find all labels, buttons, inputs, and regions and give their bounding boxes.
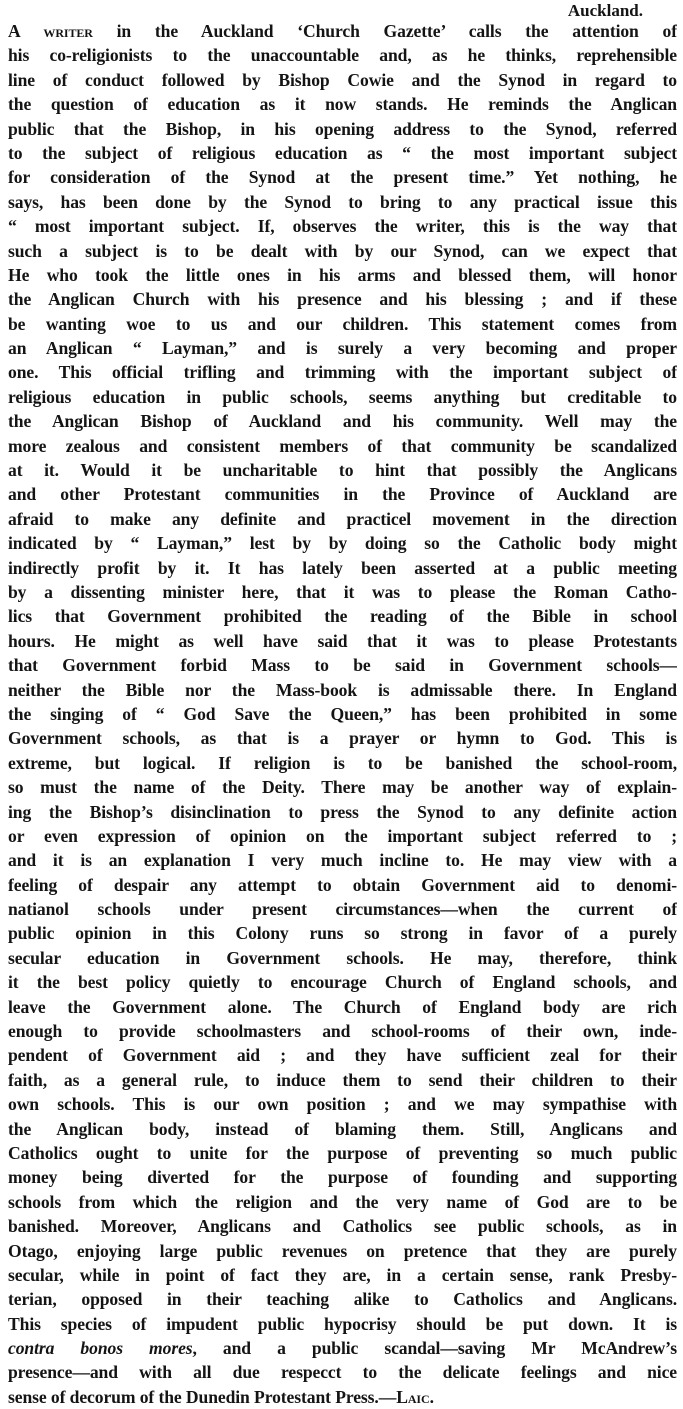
article-line: that Government forbid Mass to be said in Government schools— — [8, 655, 677, 676]
article-line: banished. Moreover, Anglicans and Catholics see public schools, as in — [8, 1216, 677, 1237]
article-line: the Anglican Church with his presence and his blessing ; and if these — [8, 289, 677, 310]
article-line: indicated by “ Layman,” lest by by doing so the Catholic body might — [8, 533, 677, 554]
article-line: own schools. This is our own position ; and we may sympathise with — [8, 1094, 677, 1115]
article-line: the Anglican body, instead of blaming them. Still, Anglicans and — [8, 1118, 677, 1139]
article-line: at it. Would it be uncharitable to hint that possibly the Anglicans — [8, 460, 677, 481]
article-line: more zealous and consistent members of that community be scandalized — [8, 435, 677, 456]
article-line: afraid to make any definite and practicel movement in the direction — [8, 508, 677, 529]
article-line: and other Protestant communities in the Province of Auckland are — [8, 484, 677, 505]
first-line-text: in the Auckland ‘Church Gazette’ calls the attention of — [92, 21, 677, 41]
location-heading: Auckland. — [567, 1, 643, 20]
article-line: He who took the little ones in his arms and blessed them, will honor — [8, 264, 677, 285]
article-line: religious education in public schools, seems anything but creditable to — [8, 386, 677, 407]
article-line: Catholics ought to unite for the purpose of preventing so much public — [8, 1142, 677, 1163]
article-line: schools from which the religion and the very name of God are to be — [8, 1191, 677, 1212]
article-line: his co-religionists to the unaccountable and, as he thinks, reprehensible — [8, 45, 677, 66]
article-line: ing the Bishop’s disinclination to press the Synod to any definite action — [8, 801, 677, 822]
article-line: terian, opposed in their teaching alike to Catholics and Anglicans. — [8, 1289, 677, 1310]
article-line: secular education in Government schools. He may, therefore, think — [8, 947, 677, 968]
opening-word: A writer — [8, 21, 93, 41]
article-line-first — [8, 19, 677, 43]
article-line: “ most important subject. If, observes the writer, this is the way that — [8, 216, 677, 237]
author-signature: Laic. — [396, 1386, 434, 1407]
closing-text: sense of decorum of the Dunedin Protestant Press.— — [8, 1386, 397, 1407]
article-line: it the best policy quietly to encourage Church of England schools, and — [8, 972, 677, 993]
article-line: pendent of Government aid ; and they have sufficient zeal for their — [8, 1045, 677, 1066]
article-line: public that the Bishop, in his opening address to the Synod, referred — [8, 118, 677, 139]
article-line-penultimate: presence—and with all due respecct to the delicate feelings and nice — [8, 1362, 677, 1383]
article-line: leave the Government alone. The Church of England body are rich — [8, 996, 677, 1017]
latin-phrase: contra bonos mores — [8, 1338, 193, 1359]
article-line: so must the name of the Deity. There may be another way of explain- — [8, 777, 677, 798]
article-line: indirectly profit by it. It has lately been asserted at a public meeting — [8, 557, 677, 578]
article-line: the question of education as it now stands. He reminds the Anglican — [8, 94, 677, 115]
article-lines — [8, 43, 677, 1336]
article-line: public opinion in this Colony runs so strong in favor of a purely — [8, 923, 677, 944]
latin-line-text: , and a public scandal—saving Mr McAndrew’s — [192, 1338, 677, 1359]
article-line: enough to provide schoolmasters and school-rooms of their own, inde- — [8, 1021, 677, 1042]
article-line: lics that Government prohibited the reading of the Bible in school — [8, 606, 677, 627]
article-line-closing — [8, 1385, 677, 1409]
article-line: such a subject is to be dealt with by our Synod, can we expect that — [8, 240, 677, 261]
article-line: one. This official trifling and trimming with the important subject of — [8, 362, 677, 383]
article-line: says, has been done by the Synod to bring to any practical issue this — [8, 191, 677, 212]
article-line: or even expression of opinion on the important subject referred to ; — [8, 825, 677, 846]
article-line: an Anglican “ Layman,” and is surely a very becoming and proper — [8, 338, 677, 359]
article-line: This species of impudent public hypocrisy should be put down. It is — [8, 1313, 677, 1334]
article-line: secular, while in point of fact they are, in a certain sense, rank Presby- — [8, 1264, 677, 1285]
article-line: by a dissenting minister here, that it was to please the Roman Catho- — [8, 581, 677, 602]
article-line: feeling of despair any attempt to obtain Government aid to denomi- — [8, 874, 677, 895]
article-line: the singing of “ God Save the Queen,” has been prohibited in some — [8, 703, 677, 724]
article-line: faith, as a general rule, to induce them to send their children to their — [8, 1069, 677, 1090]
article-line: line of conduct followed by Bishop Cowie and the Synod in regard to — [8, 69, 677, 90]
article-line: to the subject of religious education as “ the most important subject — [8, 142, 677, 163]
article-line: and it is an explanation I very much incline to. He may view with a — [8, 850, 677, 871]
article-line: Government schools, as that is a prayer or hymn to God. This is — [8, 728, 677, 749]
article-line: extreme, but logical. If religion is to be banished the school-room, — [8, 752, 677, 773]
article-line: money being diverted for the purpose of founding and supporting — [8, 1167, 677, 1188]
article-line: be wanting woe to us and our children. This statement comes from — [8, 313, 677, 334]
article-line: for consideration of the Synod at the present time.” Yet nothing, he — [8, 167, 677, 188]
article-line: natianol schools under present circumstances—when the current of — [8, 899, 677, 920]
article-body — [8, 19, 677, 1409]
article-line: Otago, enjoying large public revenues on pretence that they are purely — [8, 1240, 677, 1261]
article-line: neither the Bible nor the Mass-book is admissable there. In England — [8, 679, 677, 700]
article-line: the Anglican Bishop of Auckland and his community. Well may the — [8, 411, 677, 432]
article-line: hours. He might as well have said that it was to please Protestants — [8, 630, 677, 651]
article-line-latin — [8, 1336, 677, 1360]
